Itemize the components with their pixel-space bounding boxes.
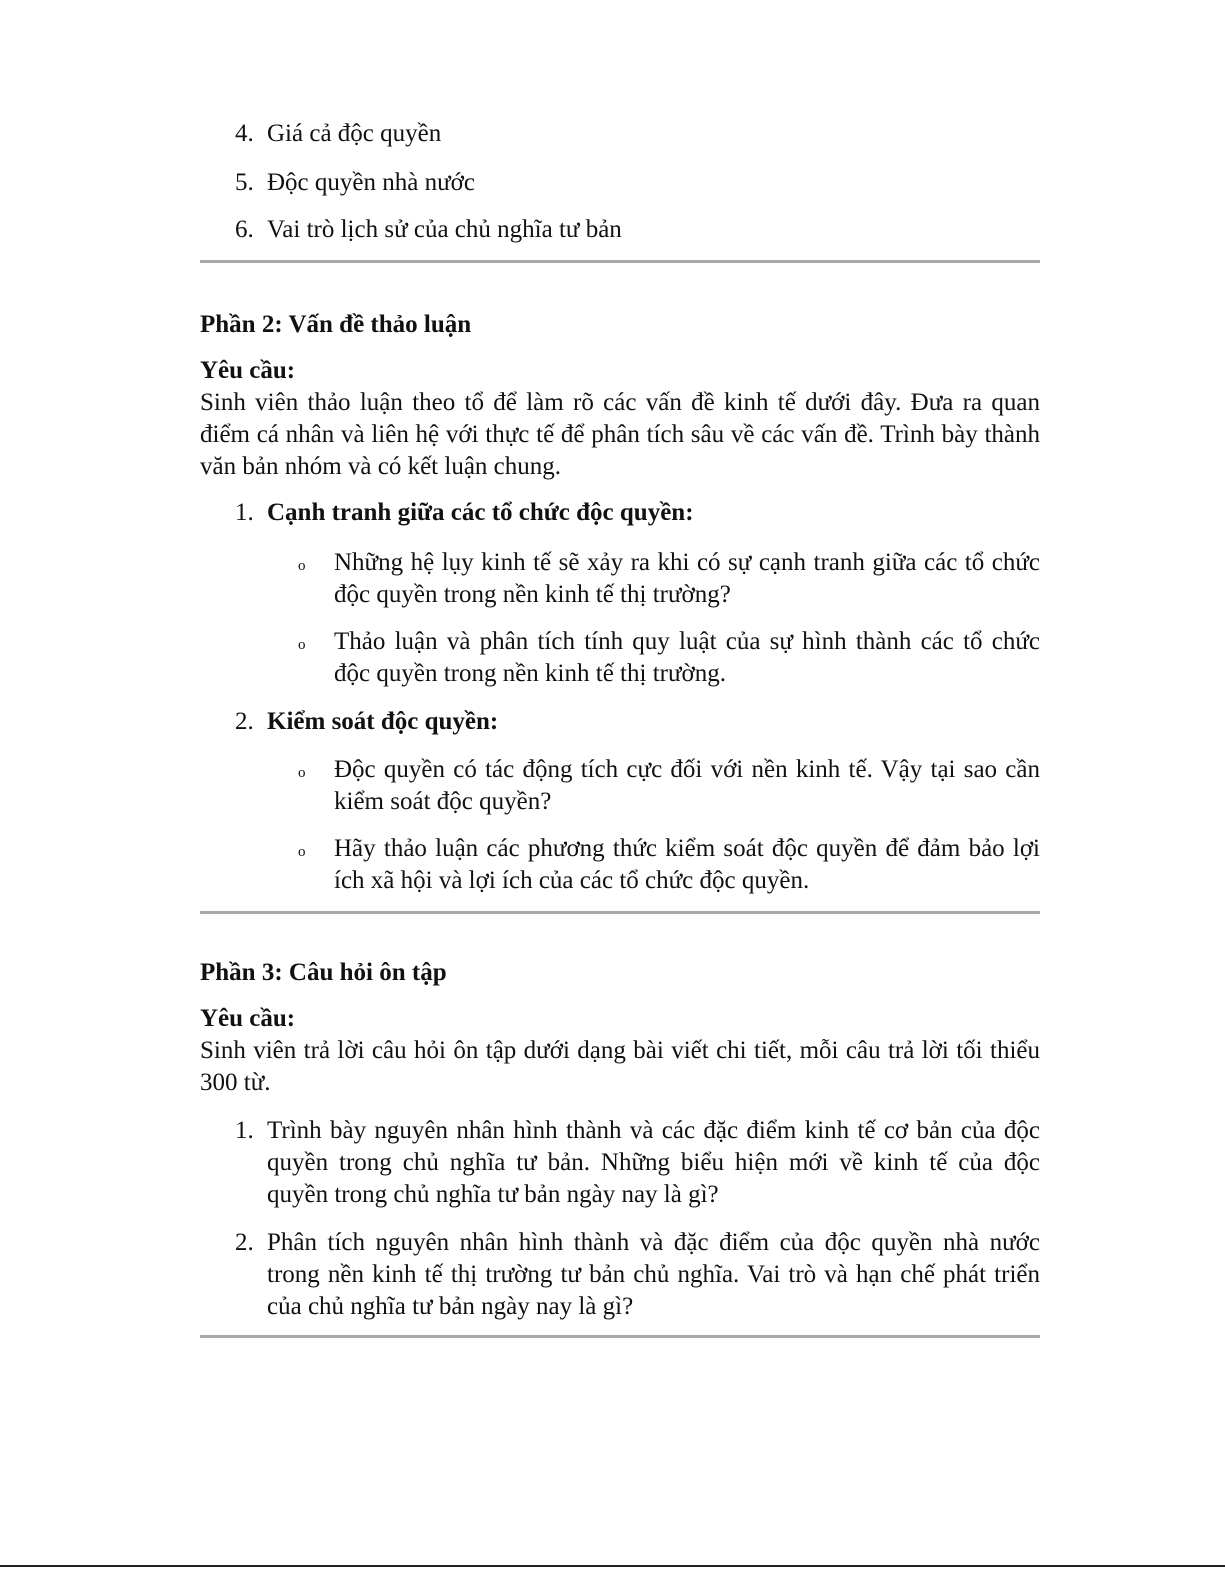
section-divider bbox=[200, 1335, 1040, 1338]
circle-bullet-icon: o bbox=[298, 765, 306, 781]
list-item bbox=[200, 118, 1040, 150]
part2-section bbox=[200, 309, 1040, 897]
requirement-text: Sinh viên trả lời câu hỏi ôn tập dưới dạng bài viết chi tiết, mỗi câu trả lời tối thiểu 300 từ. bbox=[200, 1037, 1040, 1096]
list-item bbox=[200, 706, 1040, 738]
page-bottom-edge bbox=[0, 1565, 1225, 1567]
list-number: 1. bbox=[235, 1117, 254, 1144]
list-item-text: Phân tích nguyên nhân hình thành và đặc điểm của độc quyền nhà nước trong nền kinh tế thị trường tư bản chủ nghĩa. Vai trò và hạn chế phát triển của chủ nghĩa tư bản ngày nay là gì? bbox=[267, 1229, 1040, 1320]
part1-list bbox=[200, 118, 1040, 246]
list-item-heading: Cạnh tranh giữa các tổ chức độc quyền: bbox=[267, 499, 694, 526]
list-item bbox=[200, 214, 1040, 246]
list-item-text: Độc quyền nhà nước bbox=[267, 169, 475, 196]
requirement-label: Yêu cầu: bbox=[200, 1005, 296, 1032]
section-divider bbox=[200, 911, 1040, 914]
sub-list-item bbox=[298, 754, 1040, 818]
sub-item-text: Độc quyền có tác động tích cực đối với nền kinh tế. Vậy tại sao cần kiểm soát độc quyền? bbox=[334, 756, 1040, 815]
list-number: 6. bbox=[235, 216, 254, 243]
circle-bullet-icon: o bbox=[298, 637, 306, 653]
document-page bbox=[200, 118, 1040, 1338]
list-item bbox=[200, 1227, 1040, 1323]
part3-section bbox=[200, 957, 1040, 1323]
list-number: 4. bbox=[235, 120, 254, 147]
circle-bullet-icon: o bbox=[298, 844, 306, 860]
sub-list-item bbox=[298, 547, 1040, 611]
list-item-text: Trình bày nguyên nhân hình thành và các đặc điểm kinh tế cơ bản của độc quyền trong chủ nghĩa tư bản. Những biểu hiện mới về kinh tế của độc quyền trong chủ nghĩa tư bản ngày nay là gì? bbox=[267, 1117, 1040, 1208]
section-title: Phần 3: Câu hỏi ôn tập bbox=[200, 959, 447, 986]
requirement-label: Yêu cầu: bbox=[200, 357, 296, 384]
sub-item-text: Hãy thảo luận các phương thức kiểm soát độc quyền để đảm bảo lợi ích xã hội và lợi ích của các tổ chức độc quyền. bbox=[334, 835, 1040, 894]
list-item bbox=[200, 497, 1040, 529]
list-item-heading: Kiểm soát độc quyền: bbox=[267, 708, 499, 735]
sub-list-item bbox=[298, 626, 1040, 690]
section-title: Phần 2: Vấn đề thảo luận bbox=[200, 311, 472, 338]
list-item-text: Giá cả độc quyền bbox=[267, 120, 442, 147]
list-number: 5. bbox=[235, 169, 254, 196]
section-divider bbox=[200, 260, 1040, 263]
sub-item-text: Thảo luận và phân tích tính quy luật của sự hình thành các tổ chức độc quyền trong nền kinh tế thị trường. bbox=[334, 628, 1040, 687]
list-number: 1. bbox=[235, 499, 254, 526]
list-number: 2. bbox=[235, 708, 254, 735]
sub-item-text: Những hệ lụy kinh tế sẽ xảy ra khi có sự cạnh tranh giữa các tổ chức độc quyền trong nền kinh tế thị trường? bbox=[334, 549, 1040, 608]
list-item bbox=[200, 1115, 1040, 1211]
list-item-text: Vai trò lịch sử của chủ nghĩa tư bản bbox=[267, 216, 622, 243]
list-number: 2. bbox=[235, 1229, 254, 1256]
list-item bbox=[200, 167, 1040, 199]
requirement-text: Sinh viên thảo luận theo tổ để làm rõ các vấn đề kinh tế dưới đây. Đưa ra quan điểm cá nhân và liên hệ với thực tế để phân tích sâu về các vấn đề. Trình bày thành văn bản nhóm và có kết luận chung. bbox=[200, 389, 1040, 480]
circle-bullet-icon: o bbox=[298, 558, 306, 574]
sub-list-item bbox=[298, 833, 1040, 897]
